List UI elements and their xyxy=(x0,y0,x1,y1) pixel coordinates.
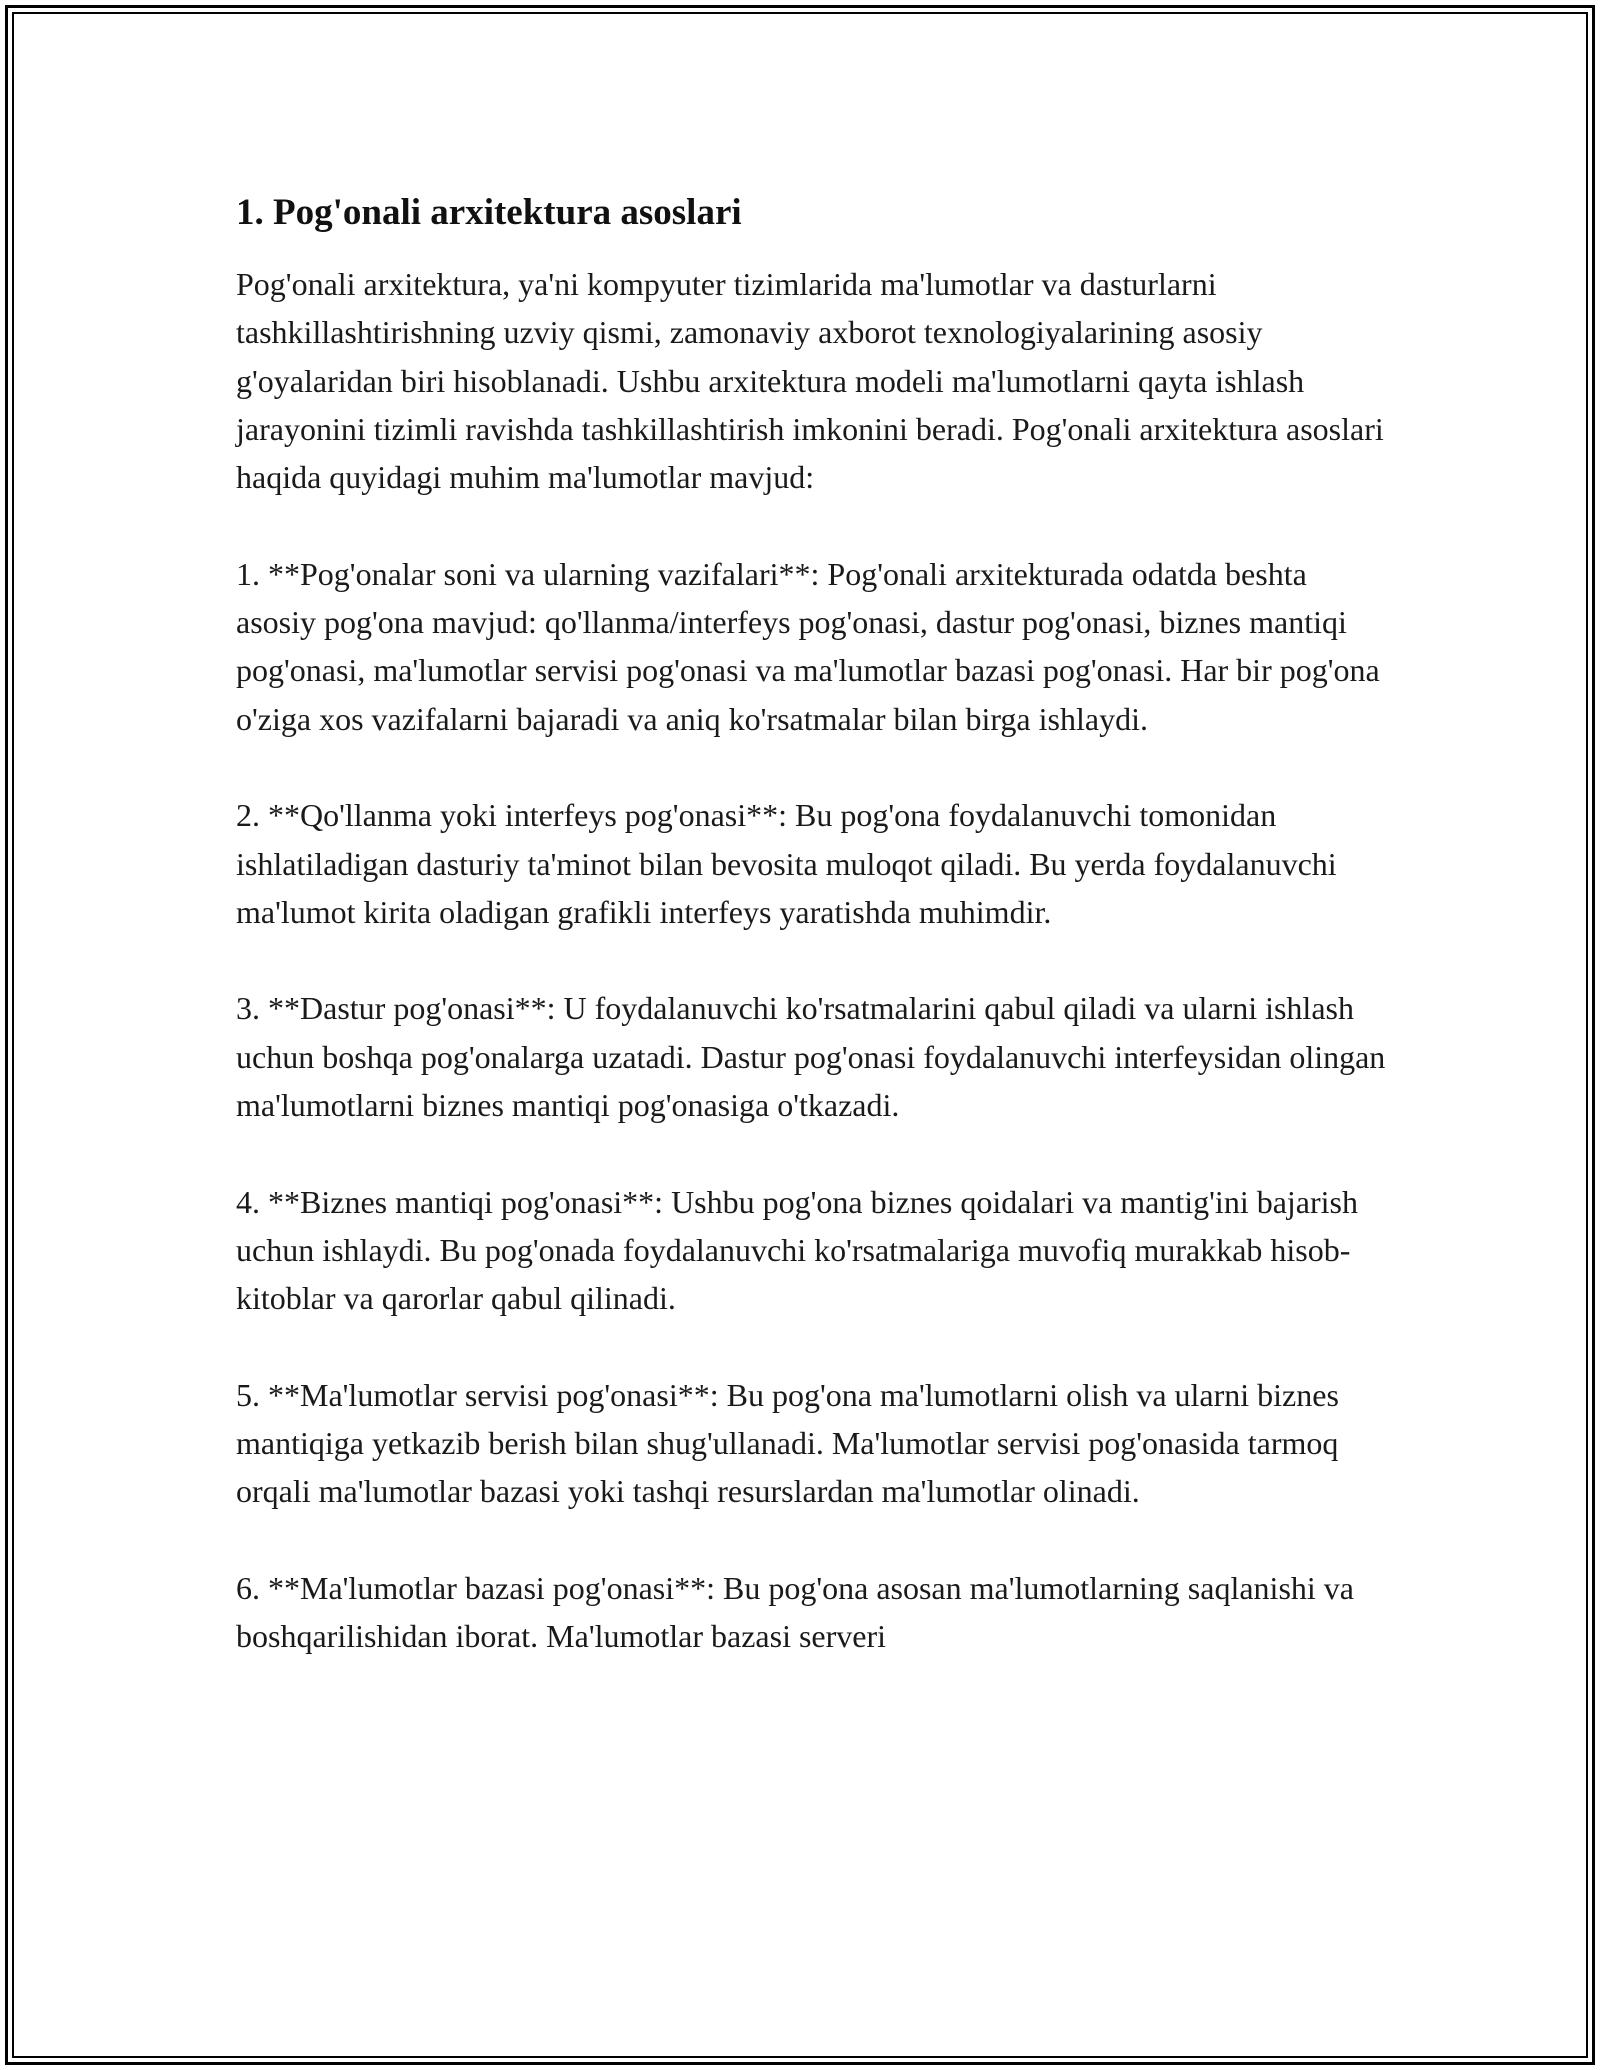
list-item-interface-layer: 2. **Qo'llanma yoki interfeys pog'onasi**: Bu pog'ona foydalanuvchi tomonidan ishlatiladigan dasturiy ta'minot bilan bevosita muloqot qiladi. Bu yerda foydalanuvchi ma'lumot kirita oladigan grafikli interfeys yaratishda muhimdir. xyxy=(236,797,1337,930)
document-body xyxy=(236,188,1386,1661)
intro-paragraph: Pog'onali arxitektura, ya'ni kompyuter tizimlarida ma'lumotlar va dasturlarni tashkillashtirishning uzviy qismi, zamonaviy axborot texnologiyalarining asosiy g'oyalaridan biri hisoblanadi. Ushbu arxitektura modeli ma'lumotlarni qayta ishlash jarayonini tizimli ravishda tashkillashtirish imkonini beradi. Pog'onali arxitektura asoslari haqida quyidagi muhim ma'lumotlar mavjud: xyxy=(236,266,1384,496)
list-item-layers-count: 1. **Pog'onalar soni va ularning vazifalari**: Pog'onali arxitekturada odatda beshta asosiy pog'ona mavjud: qo'llanma/interfeys pog'onasi, dastur pog'onasi, biznes mantiqi pog'onasi, ma'lumotlar servisi pog'onasi va ma'lumotlar bazasi pog'onasi. Har bir pog'ona o'ziga xos vazifalarni bajaradi va aniq ko'rsatmalar bilan birga ishlaydi. xyxy=(236,555,1380,737)
section-heading: 1. Pog'onali arxitektura asoslari xyxy=(236,192,742,233)
list-item-database-layer: 6. **Ma'lumotlar bazasi pog'onasi**: Bu pog'ona asosan ma'lumotlarning saqlanishi va boshqarilishidan iborat. Ma'lumotlar bazasi serveri xyxy=(236,1570,1354,1655)
list-item-business-logic-layer: 4. **Biznes mantiqi pog'onasi**: Ushbu pog'ona biznes qoidalari va mantig'ini bajarish uchun ishlaydi. Bu pog'onada foydalanuvchi ko'rsatmalariga muvofiq murakkab hisob-kitoblar va qarorlar qabul qilinadi. xyxy=(236,1183,1358,1317)
list-item-program-layer: 3. **Dastur pog'onasi**: U foydalanuvchi ko'rsatmalarini qabul qiladi va ularni ishlash uchun boshqa pog'onalarga uzatadi. Dastur pog'onasi foydalanuvchi interfeysidan olingan ma'lumotlarni biznes mantiqi pog'onasiga o'tkazadi. xyxy=(236,990,1386,1124)
list-item-data-service-layer: 5. **Ma'lumotlar servisi pog'onasi**: Bu pog'ona ma'lumotlarni olish va ularni biznes mantiqiga yetkazib berish bilan shug'ullanadi. Ma'lumotlar servisi pog'onasida tarmoq orqali ma'lumotlar bazasi yoki tashqi resurslardan ma'lumotlar olinadi. xyxy=(236,1376,1339,1510)
